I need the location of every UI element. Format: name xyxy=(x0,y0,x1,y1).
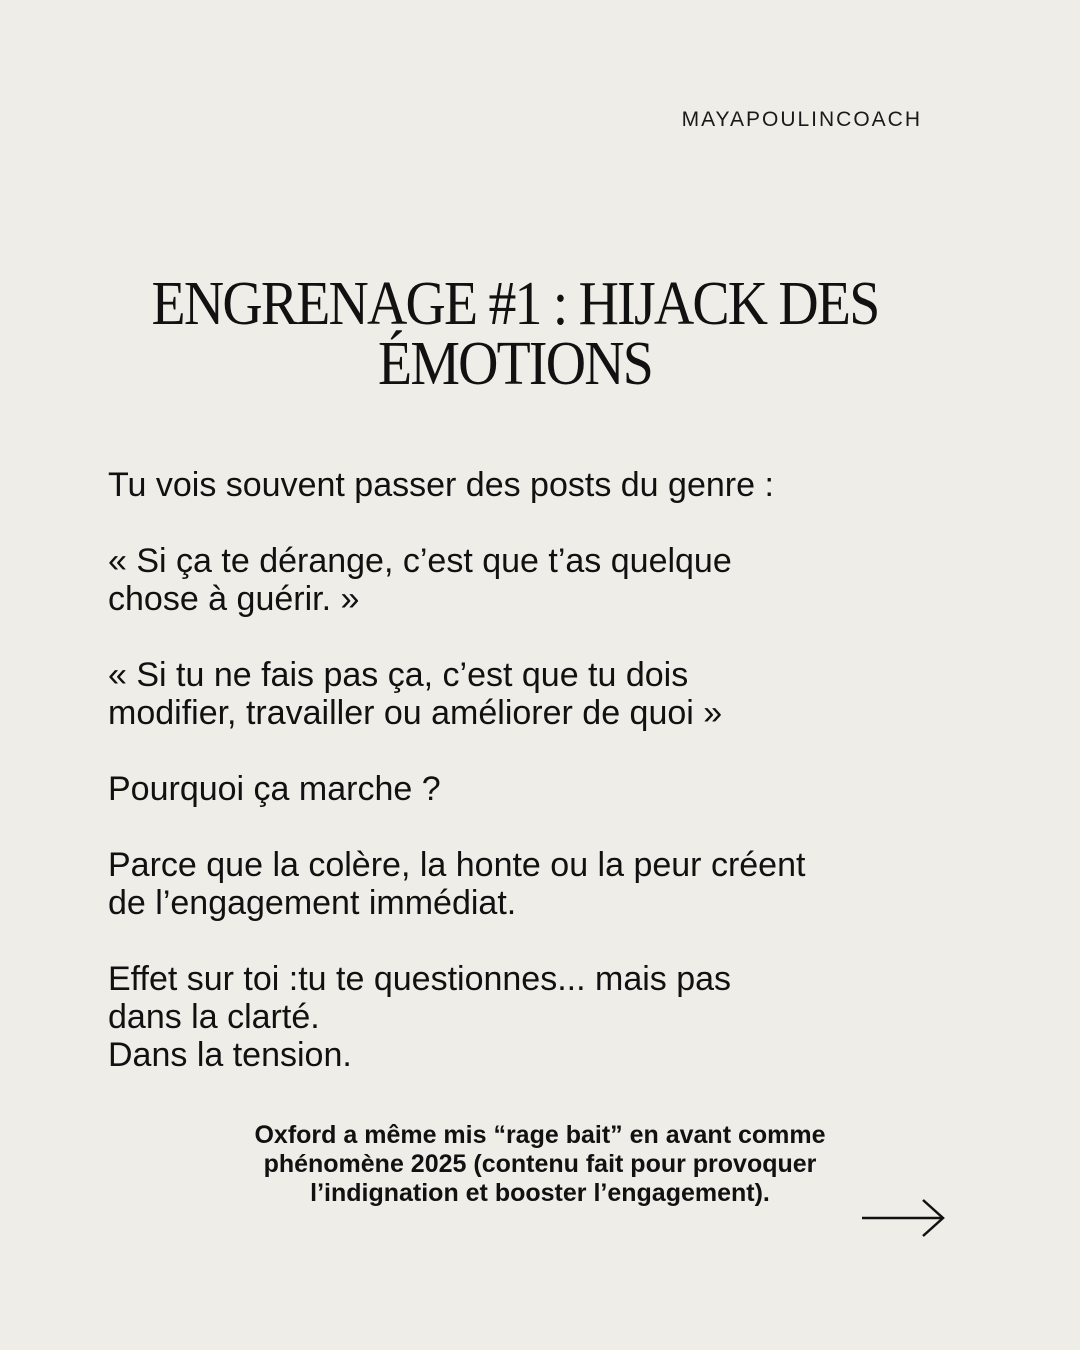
page-title xyxy=(133,270,898,398)
footnote-line-2: phénomène 2025 (contenu fait pour provoquer xyxy=(263,1150,817,1178)
footnote-line-1: Oxford a même mis “rage bait” en avant comme xyxy=(254,1121,826,1149)
intro-paragraph xyxy=(108,466,958,504)
footnote xyxy=(160,1121,920,1208)
effect-line-2: dans la clarté. xyxy=(108,998,320,1036)
quote-2-line-1: « Si tu ne fais pas ça, c’est que tu dois xyxy=(108,656,689,694)
arrow-right-icon[interactable] xyxy=(860,1198,946,1238)
quote-2-line-2: modifier, travailler ou améliorer de quoi » xyxy=(108,694,723,732)
answer-paragraph xyxy=(108,846,958,922)
brand-handle: MAYAPOULINCOACH xyxy=(681,108,922,131)
effect-line-1: Effet sur toi :tu te questionnes... mais pas xyxy=(108,960,732,998)
question-line: Pourquoi ça marche ? xyxy=(108,770,441,808)
title-line-1: ENGRENAGE #1 : HIJACK DES xyxy=(151,270,879,338)
quote-paragraph-2 xyxy=(108,656,958,732)
title-line-2: ÉMOTIONS xyxy=(378,330,652,398)
body-content xyxy=(108,466,958,1112)
footnote-line-3: l’indignation et booster l’engagement). xyxy=(310,1179,770,1207)
answer-line-2: de l’engagement immédiat. xyxy=(108,884,517,922)
quote-paragraph-1 xyxy=(108,542,958,618)
effect-line-3: Dans la tension. xyxy=(108,1036,352,1074)
answer-line-1: Parce que la colère, la honte ou la peur créent xyxy=(108,846,806,884)
question-paragraph xyxy=(108,770,958,808)
effect-paragraph xyxy=(108,960,958,1074)
quote-1-line-1: « Si ça te dérange, c’est que t’as quelque xyxy=(108,542,732,580)
quote-1-line-2: chose à guérir. » xyxy=(108,580,360,618)
intro-line: Tu vois souvent passer des posts du genre : xyxy=(108,466,774,504)
